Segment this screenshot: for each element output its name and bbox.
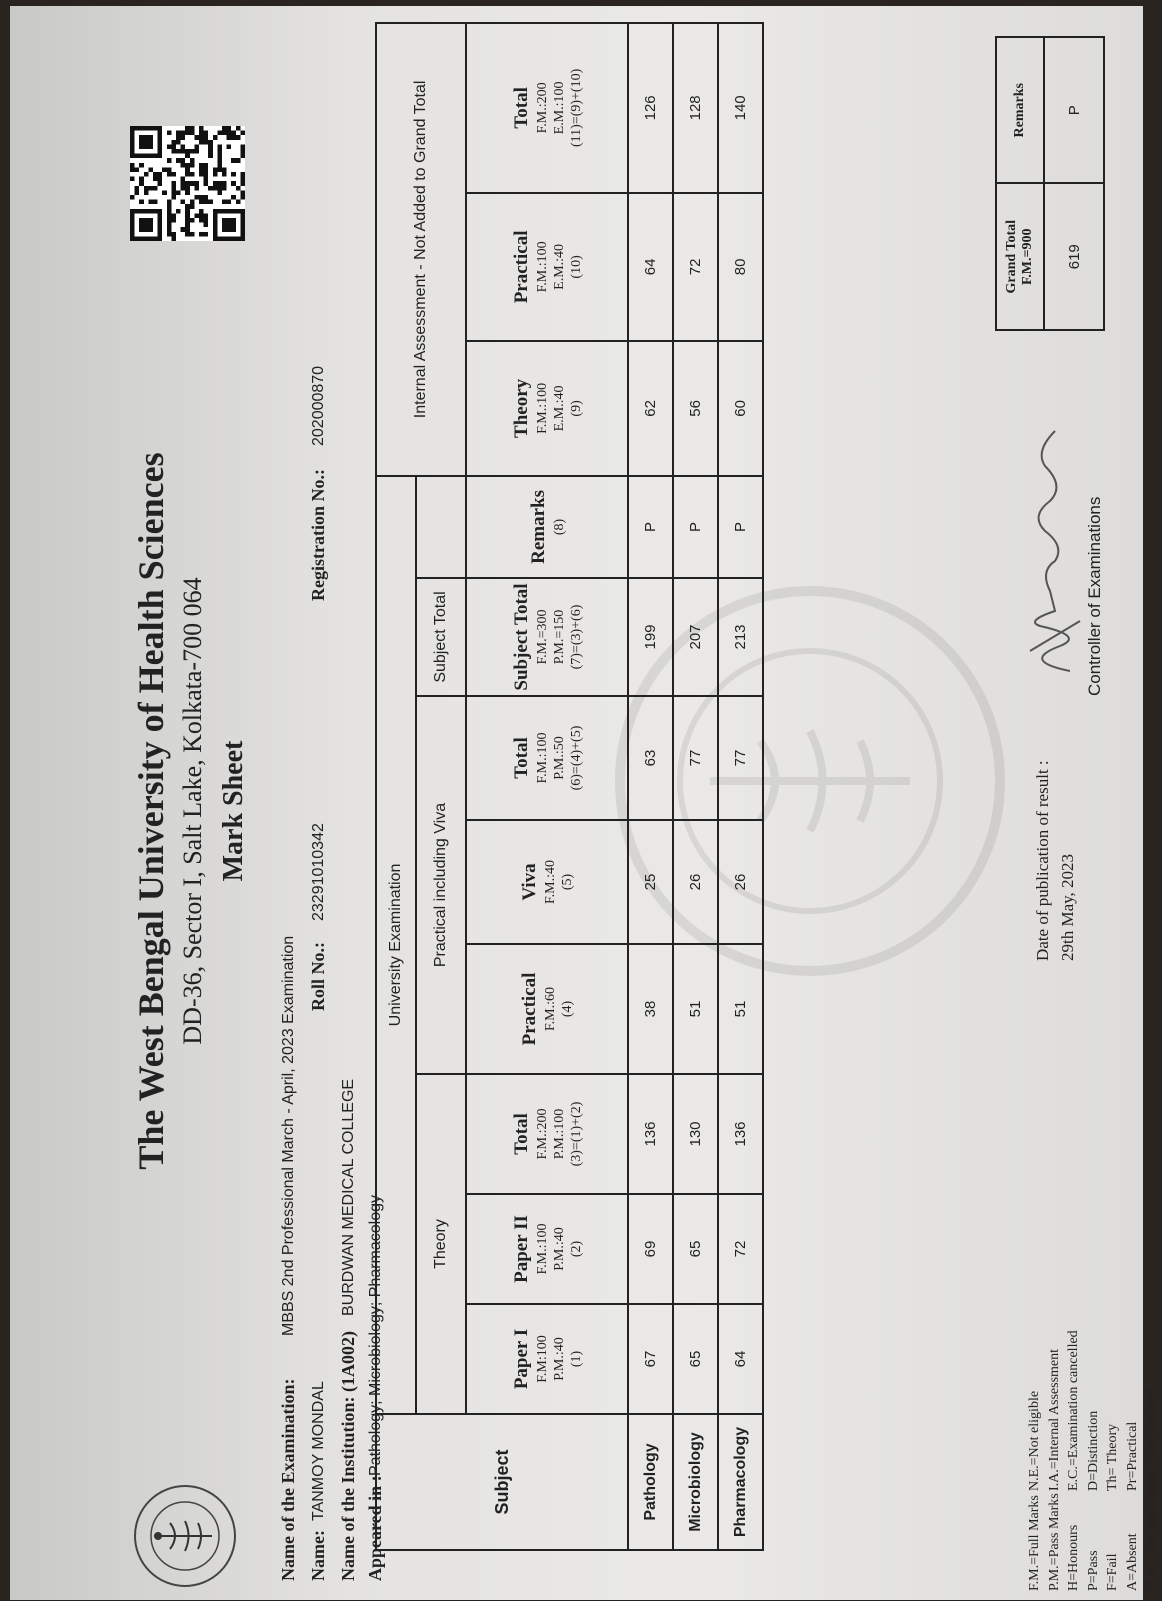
column-header-5 — [466, 696, 628, 820]
mark-cell: 130 — [673, 1074, 718, 1194]
table-row — [673, 23, 718, 1550]
mark-cell: 51 — [673, 944, 718, 1074]
mark-cell: 26 — [718, 820, 763, 944]
legend-item: D=Distinction — [1085, 1410, 1101, 1491]
name-value: TANMOY MONDAL — [310, 1381, 327, 1521]
legend-item: --- = Not Enrolled — [1144, 1389, 1159, 1491]
marks-table-body — [628, 23, 763, 1550]
registration-label: Registration No.: — [308, 469, 328, 601]
subject-total-group-header: Subject Total — [416, 578, 466, 696]
controller-of-examinations: Controller of Examinations — [1085, 496, 1104, 696]
column-header-row — [466, 23, 628, 1550]
mark-cell: 136 — [718, 1074, 763, 1194]
mark-cell: 213 — [718, 578, 763, 696]
column-header-name: Paper I — [510, 1328, 532, 1390]
mark-cell: 126 — [628, 23, 673, 193]
document-paper — [10, 6, 1159, 1600]
mark-cell: P — [673, 476, 718, 578]
mark-cell: 72 — [673, 193, 718, 341]
grand-total-table — [995, 36, 1105, 331]
column-header-l1: F.M.:40 — [543, 860, 558, 905]
column-header-l2: (4) — [560, 1000, 575, 1018]
column-header-l3: (10) — [568, 255, 584, 279]
mark-cell: 128 — [673, 23, 718, 193]
column-header-l1: F.M:100 — [534, 1335, 550, 1383]
column-header-l2: E.M.:40 — [551, 385, 567, 432]
sheet-title: Mark Sheet — [218, 740, 249, 882]
column-header-l1: F.M.:100 — [534, 1223, 550, 1275]
mark-cell: 136 — [628, 1074, 673, 1194]
legend-item: I.A.=Internal Assessment — [1046, 1348, 1062, 1491]
appeared-value: Pathology; Microbiology; Pharmacology — [367, 1194, 384, 1476]
column-header-l3: (2) — [568, 1240, 584, 1258]
remarks-header: Remarks — [996, 37, 1044, 184]
mark-cell: 25 — [628, 820, 673, 944]
mark-cell: 140 — [718, 23, 763, 193]
legend-item: A=Absent — [1124, 1533, 1140, 1591]
grand-total-header: Grand Total F.M.=900 — [996, 184, 1044, 331]
legend-item: Pr=Practical — [1124, 1421, 1140, 1491]
legend-item: F.M.=Full Marks — [1027, 1495, 1042, 1591]
university-address: DD-36, Sector I, Salt Lake, Kolkata-700 064 — [178, 577, 207, 1045]
column-header-2 — [466, 1074, 628, 1194]
exam-label: Name of the Examination: — [278, 1378, 298, 1581]
column-header-l1: F.M.:100 — [534, 732, 550, 784]
column-header-name: Total — [510, 737, 532, 779]
column-header-l2: P.M.:50 — [551, 736, 567, 780]
subject-name: Microbiology — [673, 1414, 718, 1550]
column-header-l3: (1) — [568, 1350, 584, 1368]
column-header-8 — [466, 341, 628, 476]
mark-cell: 67 — [628, 1304, 673, 1414]
column-header-7 — [466, 476, 628, 578]
column-header-l1: F.M.:100 — [534, 241, 550, 293]
table-row — [718, 23, 763, 1550]
legend-item: F=Fail — [1105, 1553, 1120, 1591]
column-header-l3: (3)=(1)+(2) — [568, 1101, 584, 1167]
column-header-l1: F.M.=300 — [534, 609, 550, 665]
exam-value: MBBS 2nd Professional March - April, 2023 Examination — [280, 935, 297, 1336]
subject-name: Pathology — [628, 1414, 673, 1550]
legend-item: N.E.=Not eligible — [1027, 1390, 1042, 1491]
column-header-l2: P.M.=150 — [551, 609, 567, 665]
controller-signature — [1010, 401, 1090, 681]
university-exam-header: University Examination — [376, 476, 416, 1414]
institution-value: BURDWAN MEDICAL COLLEGE — [340, 1078, 357, 1316]
registration-value: 202000870 — [310, 365, 327, 446]
name-label: Name: — [308, 1530, 328, 1581]
column-header-l2: (5) — [560, 873, 575, 891]
column-header-name: Total — [510, 87, 532, 129]
mark-sheet — [10, 21, 1159, 1601]
mark-cell: 51 — [718, 944, 763, 1074]
legend-item: N.A.= Not applicable — [1144, 1470, 1159, 1591]
internal-assessment-header: Internal Assessment - Not Added to Grand Total — [376, 23, 466, 476]
mark-cell: 199 — [628, 578, 673, 696]
practical-group-header: Practical including Viva — [416, 696, 466, 1074]
mark-cell: P — [628, 476, 673, 578]
mark-cell: 26 — [673, 820, 718, 944]
university-name: The West Bengal University of Health Sciences — [131, 452, 171, 1170]
column-header-l1: F.M.:100 — [534, 382, 550, 434]
roll-value: 23291010342 — [310, 823, 327, 921]
roll-label: Roll No.: — [308, 942, 328, 1011]
mark-cell: 64 — [718, 1304, 763, 1414]
mark-cell: 63 — [628, 696, 673, 820]
subject-column-header: Subject — [376, 1414, 628, 1550]
column-header-l3: (11)=(9)+(10) — [568, 68, 584, 147]
mark-cell: 65 — [673, 1304, 718, 1414]
column-header-l3: (6)=(4)+(5) — [568, 725, 584, 791]
grand-total-value: 619 — [1044, 184, 1104, 331]
legend-item: Th= Theory — [1105, 1423, 1120, 1491]
publication-date-value: 29th May, 2023 — [1058, 853, 1077, 961]
mark-cell: 62 — [628, 341, 673, 476]
legend-item: H=Honours — [1066, 1524, 1081, 1591]
column-header-l2: E.M.:100 — [551, 81, 567, 135]
mark-cell: 207 — [673, 578, 718, 696]
theory-group-header: Theory — [416, 1074, 466, 1414]
mark-cell: 65 — [673, 1194, 718, 1304]
column-header-name: Practical — [510, 230, 532, 304]
mark-cell: 56 — [673, 341, 718, 476]
mark-cell: 77 — [673, 696, 718, 820]
column-header-name: Subject Total — [510, 583, 532, 691]
column-header-l1: F.M.:60 — [543, 987, 558, 1032]
mark-cell: 60 — [718, 341, 763, 476]
legend-item: P=Pass — [1085, 1550, 1101, 1591]
column-header-l1: F.M.:200 — [534, 1108, 550, 1160]
column-header-0 — [466, 1304, 628, 1414]
column-header-l3: (9) — [568, 400, 584, 417]
column-header-l2: E.M.:40 — [551, 243, 567, 290]
mark-cell: P — [718, 476, 763, 578]
mark-cell: 77 — [718, 696, 763, 820]
legend-item: P.M.=Pass Marks — [1046, 1493, 1062, 1591]
column-header-4 — [466, 820, 628, 944]
marks-table — [375, 22, 764, 1551]
mark-cell: 64 — [628, 193, 673, 341]
column-header-1 — [466, 1194, 628, 1304]
column-header-name: Theory — [510, 378, 532, 438]
table-row — [628, 23, 673, 1550]
remarks-group-header — [416, 476, 466, 578]
publication-date-block — [1030, 760, 1080, 961]
mark-cell: 72 — [718, 1194, 763, 1304]
column-header-l2: P.M.:40 — [551, 1337, 567, 1381]
subject-name: Pharmacology — [718, 1414, 763, 1550]
column-header-name: Remarks — [527, 490, 549, 564]
column-header-name: Practical — [519, 972, 540, 1046]
publication-date-label: Date of publication of result : — [1033, 760, 1052, 961]
column-header-name: Paper II — [510, 1215, 532, 1283]
column-header-l1: (8) — [551, 518, 567, 536]
column-header-9 — [466, 193, 628, 341]
mark-cell: 69 — [628, 1194, 673, 1304]
column-header-l3: (7)=(3)+(6) — [568, 604, 584, 670]
qr-code — [130, 126, 245, 241]
column-header-name: Total — [510, 1113, 532, 1155]
column-header-name: Viva — [519, 863, 540, 901]
institution-label: Name of the Institution: (1A002) — [338, 1331, 358, 1581]
column-header-10 — [466, 23, 628, 193]
column-header-l2: P.M.:100 — [551, 1108, 567, 1160]
column-header-l2: P.M.:40 — [551, 1227, 567, 1271]
column-header-3 — [466, 944, 628, 1074]
appeared-label: Appeared in : — [365, 1475, 385, 1581]
mark-cell: 80 — [718, 193, 763, 341]
remarks-value: P — [1044, 37, 1104, 184]
mark-cell: 38 — [628, 944, 673, 1074]
column-header-l1: F.M.:200 — [534, 82, 550, 134]
column-header-6 — [466, 578, 628, 696]
legend-abbreviations-2 — [1025, 1330, 1162, 1491]
legend-item: E.C.=Examination cancelled — [1066, 1330, 1081, 1491]
